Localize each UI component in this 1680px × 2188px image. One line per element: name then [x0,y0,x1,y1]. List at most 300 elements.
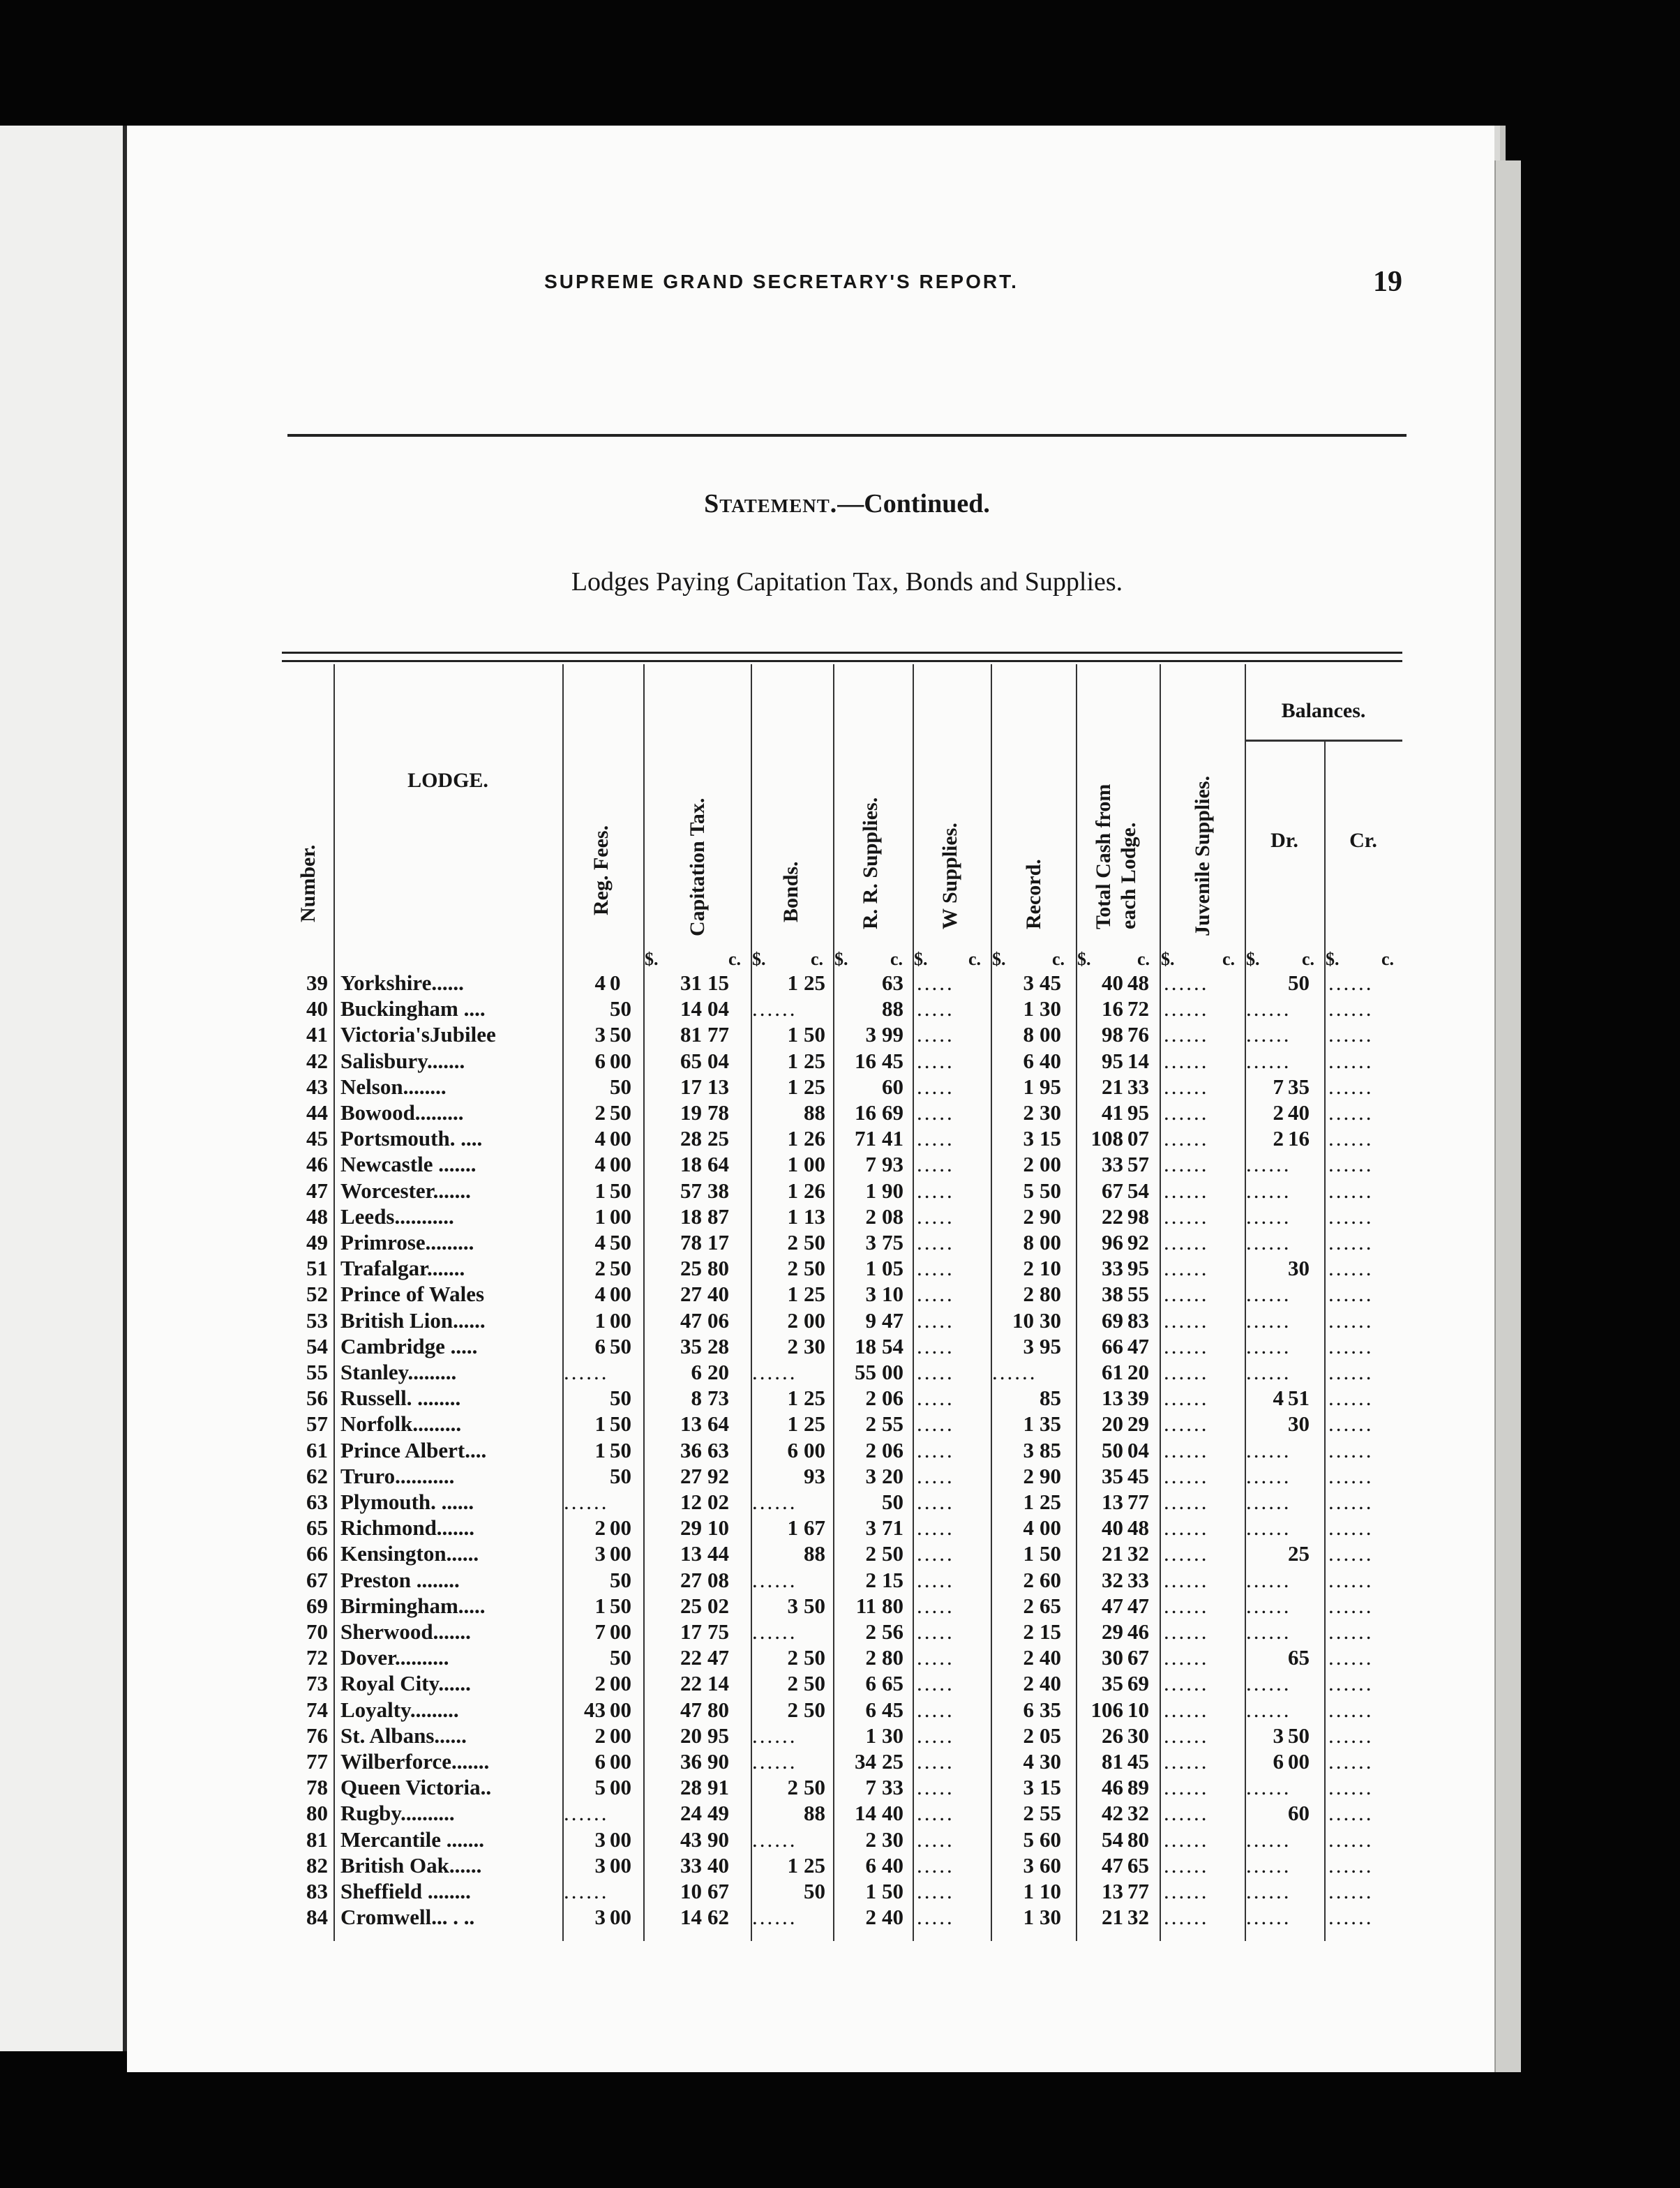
cap-dollars: 36 [680,1437,702,1462]
cap-cents: 80 [707,1697,729,1722]
tot-dollars: 47 [1102,1852,1123,1878]
rr-cents: 80 [882,1645,903,1670]
rr-dollars: 2 [865,1411,876,1437]
juvenile-blank: ...... [1164,1801,1209,1826]
tot-cents: 57 [1127,1152,1149,1177]
lodge-name: Wilberforce....... [340,1749,490,1774]
tot-cents: 67 [1127,1645,1149,1670]
lodge-number: 67 [306,1567,328,1592]
unit-dollar: $. [1161,949,1175,969]
rr-dollars: 6 [865,1671,876,1696]
reg-dollars: 1 [594,1307,606,1333]
w-supplies-blank: ..... [917,1801,954,1826]
rec-cents: 40 [1040,1048,1061,1073]
lodge-name: Newcastle ....... [340,1152,477,1177]
lodge-number: 43 [306,1074,328,1099]
cap-cents: 40 [707,1282,729,1307]
unit-cents: c. [1302,949,1315,969]
bonds-dollars: 1 [787,1022,798,1047]
cap-cents: 08 [707,1567,729,1592]
tot-dollars: 46 [1102,1775,1123,1800]
lodge-number: 40 [306,996,328,1021]
cap-dollars: 13 [680,1541,702,1566]
reg-cents: 50 [610,1074,631,1099]
cap-cents: 64 [707,1152,729,1177]
rec-cents: 80 [1040,1282,1061,1307]
table-row [282,1125,1402,1151]
table-row [282,1852,1402,1878]
table-row [282,1463,1402,1489]
bonds-dollars: 1 [787,1852,798,1878]
header-dr: Dr. [1270,829,1298,852]
rec-cents: 30 [1040,996,1061,1021]
lodge-name: Primrose......... [340,1230,474,1254]
lodge-name: Royal City...... [340,1671,471,1696]
reg-cents: 50 [610,1100,631,1125]
rr-dollars: 2 [865,1827,876,1852]
juvenile-blank: ...... [1164,1230,1209,1254]
cap-dollars: 35 [680,1333,702,1358]
reg-dollars [564,1463,606,1489]
w-supplies-blank: ..... [917,1852,954,1878]
bonds-blank: ...... [752,1827,797,1852]
table-row [282,1489,1402,1515]
page-number: 19 [1373,266,1402,298]
rec-cents: 30 [1040,1905,1061,1930]
juvenile-blank: ...... [1164,1671,1209,1696]
cap-cents: 44 [707,1541,729,1566]
table-row [282,1437,1402,1463]
juvenile-blank: ...... [1164,1567,1209,1592]
lodge-name: St. Albans...... [340,1723,467,1748]
cap-dollars: 36 [680,1749,702,1774]
lodge-number: 53 [306,1307,328,1333]
rec-cents: 45 [1040,971,1061,995]
table-row [282,1878,1402,1904]
rr-dollars: 14 [855,1801,876,1826]
reg-cents: 00 [610,1697,631,1722]
table-row [282,1359,1402,1385]
bonds-dollars: 2 [787,1256,798,1281]
table-row [282,1411,1402,1437]
juvenile-blank: ...... [1164,1126,1209,1151]
dr-cents: 60 [1288,1801,1310,1826]
w-supplies-blank: ..... [917,971,954,995]
bonds-blank: ...... [752,996,797,1021]
reg-cents: 00 [610,1126,631,1151]
bonds-cents: 13 [804,1204,825,1229]
reg-dollars [564,1567,606,1593]
reg-cents: 00 [610,1827,631,1852]
cr-blank: ...... [1328,1515,1374,1541]
dr-blank: ...... [1246,1515,1291,1541]
rr-dollars [834,1074,876,1100]
cap-cents: 64 [707,1411,729,1437]
rec-dollars: 2 [1023,1593,1034,1618]
lodge-number: 44 [306,1100,328,1125]
dr-cents: 65 [1288,1645,1310,1670]
lodge-name: British Oak...... [340,1852,482,1878]
dr-cents: 35 [1288,1074,1310,1099]
lodge-name: Victoria'sJubilee [340,1022,496,1047]
cap-dollars: 12 [680,1490,702,1514]
rr-dollars [834,996,876,1021]
rec-dollars: 2 [1023,1567,1034,1592]
cr-blank: ...... [1328,996,1374,1021]
rr-cents: 00 [882,1360,903,1384]
rr-dollars: 55 [855,1360,876,1384]
table-row [282,1567,1402,1593]
tot-cents: 39 [1127,1386,1149,1411]
cap-cents: 25 [707,1126,729,1151]
rec-dollars: 1 [1023,1074,1034,1099]
lodge-name: Salisbury....... [340,1048,465,1073]
cr-blank: ...... [1328,1074,1374,1099]
rec-dollars: 3 [1023,971,1034,995]
cap-dollars: 6 [691,1360,702,1384]
bonds-dollars: 2 [787,1333,798,1358]
dr-blank: ...... [1246,1437,1291,1462]
lodge-number: 47 [306,1178,328,1203]
lodge-number: 57 [306,1411,328,1437]
cr-blank: ...... [1328,1463,1374,1488]
tot-dollars: 95 [1102,1048,1123,1073]
w-supplies-blank: ..... [917,1619,954,1644]
cap-dollars: 22 [680,1671,702,1696]
tot-cents: 04 [1127,1437,1149,1462]
rr-dollars: 9 [865,1307,876,1333]
bonds-dollars [752,1878,798,1904]
lodge-number: 42 [306,1048,328,1073]
reg-cents: 00 [610,1905,631,1930]
w-supplies-blank: ..... [917,1723,954,1748]
rr-cents: 20 [882,1463,903,1488]
reg-cents: 50 [610,1411,631,1437]
dr-cents: 25 [1288,1541,1310,1566]
lodge-number: 62 [306,1463,328,1488]
tot-cents: 47 [1127,1593,1149,1618]
rr-dollars: 71 [855,1126,876,1151]
rec-cents: 95 [1040,1333,1061,1358]
rec-cents: 10 [1040,1879,1061,1903]
w-supplies-blank: ..... [917,1593,954,1618]
cr-blank: ...... [1328,971,1374,995]
rr-cents: 40 [882,1852,903,1878]
w-supplies-blank: ..... [917,1515,954,1541]
reg-dollars: 1 [594,1204,606,1229]
cr-blank: ...... [1328,1100,1374,1125]
table-row [282,1904,1402,1930]
dr-blank: ...... [1246,1852,1291,1878]
bonds-dollars: 1 [787,1126,798,1151]
lodge-number: 52 [306,1282,328,1307]
rr-dollars: 2 [865,1567,876,1592]
dr-dollars [1246,970,1284,996]
rr-dollars: 2 [865,1905,876,1930]
table-top-rule [282,652,1402,654]
reg-cents: 50 [610,1178,631,1203]
page-stack-edge [1494,160,1521,2072]
rr-cents: 63 [882,971,903,995]
tot-dollars: 61 [1102,1360,1123,1384]
lodge-name: Prince of Wales [340,1282,485,1307]
rr-cents: 88 [882,996,903,1021]
cr-blank: ...... [1328,1775,1374,1800]
rec-cents: 00 [1040,1022,1061,1047]
tot-cents: 48 [1127,1515,1149,1541]
rr-cents: 60 [882,1074,903,1099]
tot-cents: 72 [1127,996,1149,1021]
rr-cents: 75 [882,1230,903,1254]
reg-dollars: 1 [594,1593,606,1618]
reg-dollars: 43 [584,1697,606,1722]
tot-dollars: 108 [1090,1126,1123,1151]
header-rule [287,434,1407,437]
lodge-number: 49 [306,1230,328,1254]
dr-cents: 00 [1288,1749,1310,1774]
lodge-number: 69 [306,1593,328,1618]
juvenile-blank: ...... [1164,1048,1209,1073]
cr-blank: ...... [1328,1541,1374,1566]
tot-cents: 10 [1127,1697,1149,1722]
lodge-name: Worcester....... [340,1178,471,1203]
lodge-name: Sherwood....... [340,1619,471,1644]
tot-cents: 69 [1127,1671,1149,1696]
dr-blank: ...... [1246,1671,1291,1696]
reg-dollars: 5 [594,1775,606,1800]
rr-cents: 30 [882,1723,903,1748]
tot-cents: 29 [1127,1411,1149,1437]
dr-blank: ...... [1246,1360,1291,1384]
running-title: SUPREME GRAND SECRETARY'S REPORT. [544,271,1019,292]
tot-dollars: 16 [1102,996,1123,1021]
cr-blank: ...... [1328,1879,1374,1903]
lodge-number: 73 [306,1671,328,1696]
rec-cents: 60 [1040,1852,1061,1878]
rec-dollars: 2 [1023,1801,1034,1826]
bonds-blank: ...... [752,1360,797,1384]
rr-cents: 69 [882,1100,903,1125]
w-supplies-blank: ..... [917,1126,954,1151]
table-row [282,996,1402,1021]
w-supplies-blank: ..... [917,1048,954,1073]
rec-blank: ...... [992,1360,1037,1384]
bonds-dollars: 2 [787,1671,798,1696]
cap-cents: 67 [707,1879,729,1903]
w-supplies-blank: ..... [917,1178,954,1203]
rec-cents: 50 [1040,1541,1061,1566]
bonds-cents: 50 [804,1022,825,1047]
lodge-name: Truro........... [340,1463,455,1488]
table-row [282,1800,1402,1826]
dr-dollars [1246,1255,1284,1281]
bonds-blank: ...... [752,1905,797,1930]
rr-cents: 71 [882,1515,903,1541]
bonds-cents: 50 [804,1879,825,1903]
rr-dollars: 3 [865,1022,876,1047]
juvenile-blank: ...... [1164,1749,1209,1774]
rec-cents: 00 [1040,1515,1061,1541]
lodge-number: 82 [306,1852,328,1878]
rr-cents: 10 [882,1282,903,1307]
table-row [282,1021,1402,1047]
tot-dollars: 81 [1102,1749,1123,1774]
cr-blank: ...... [1328,1152,1374,1177]
w-supplies-blank: ..... [917,1775,954,1800]
table-top-rule-inner [282,660,1402,662]
bonds-blank: ...... [752,1723,797,1748]
cap-cents: 92 [707,1463,729,1488]
cap-cents: 78 [707,1100,729,1125]
w-supplies-blank: ..... [917,1697,954,1722]
cap-cents: 95 [707,1723,729,1748]
reg-dollars: 2 [594,1671,606,1696]
lodge-name: Richmond....... [340,1515,475,1541]
juvenile-blank: ...... [1164,1905,1209,1930]
unit-dollar: $. [752,949,766,969]
lodge-number: 77 [306,1749,328,1774]
unit-cents: c. [1381,949,1395,969]
bonds-cents: 26 [804,1178,825,1203]
rec-cents: 35 [1040,1411,1061,1437]
rr-dollars: 7 [865,1152,876,1177]
rec-dollars: 2 [1023,1619,1034,1644]
cap-dollars: 31 [680,971,702,995]
cr-blank: ...... [1328,1697,1374,1722]
reg-dollars: 2 [594,1515,606,1541]
rec-dollars: 2 [1023,1723,1034,1748]
reg-dollars: 3 [594,1905,606,1930]
rr-cents: 55 [882,1411,903,1437]
dr-blank: ...... [1246,1697,1291,1722]
cap-dollars: 14 [680,1905,702,1930]
bonds-cents: 88 [804,1801,825,1826]
unit-cents: c. [890,949,903,969]
cap-cents: 04 [707,1048,729,1073]
rec-dollars: 10 [1012,1307,1034,1333]
bonds-cents: 50 [804,1671,825,1696]
tot-cents: 55 [1127,1282,1149,1307]
tot-dollars: 47 [1102,1593,1123,1618]
tot-dollars: 50 [1102,1437,1123,1462]
rec-cents: 65 [1040,1593,1061,1618]
tot-cents: 46 [1127,1619,1149,1644]
bonds-blank: ...... [752,1619,797,1644]
header-balances: Balances. [1281,699,1366,722]
bonds-dollars [752,1100,798,1125]
reg-blank: ...... [564,1490,609,1514]
tot-cents: 54 [1127,1178,1149,1203]
bonds-dollars: 1 [787,1178,798,1203]
lodge-number: 83 [306,1879,328,1903]
w-supplies-blank: ..... [917,1204,954,1229]
facing-page-edge [0,126,127,2051]
bonds-cents: 50 [804,1775,825,1800]
rr-dollars: 7 [865,1775,876,1800]
w-supplies-blank: ..... [917,1230,954,1254]
cap-dollars: 18 [680,1204,702,1229]
tot-cents: 95 [1127,1256,1149,1281]
rec-cents: 00 [1040,1230,1061,1254]
rr-cents: 90 [882,1178,903,1203]
rec-cents: 85 [1040,1437,1061,1462]
reg-cents: 00 [610,1619,631,1644]
reg-blank: ...... [564,1360,609,1384]
w-supplies-blank: ..... [917,1333,954,1358]
tot-dollars: 22 [1102,1204,1123,1229]
cap-dollars: 14 [680,996,702,1021]
cap-cents: 63 [707,1437,729,1462]
juvenile-blank: ...... [1164,1593,1209,1618]
dr-blank: ...... [1246,1593,1291,1618]
lodge-name: Birmingham..... [340,1593,486,1618]
tot-cents: 77 [1127,1490,1149,1514]
reg-cents: 50 [610,1567,631,1592]
table-row [282,1774,1402,1800]
rec-dollars: 3 [1023,1126,1034,1151]
dr-blank: ...... [1246,1905,1291,1930]
dr-blank: ...... [1246,1567,1291,1592]
statement-title [287,488,1407,519]
rec-dollars: 4 [1023,1749,1034,1774]
cr-blank: ...... [1328,1204,1374,1229]
lodge-number: 45 [306,1126,328,1151]
dr-blank: ...... [1246,1152,1291,1177]
w-supplies-blank: ..... [917,1490,954,1514]
lodge-name: Trafalgar....... [340,1256,465,1281]
dr-blank: ...... [1246,1619,1291,1644]
rr-dollars: 3 [865,1282,876,1307]
rr-dollars: 2 [865,1437,876,1462]
tot-cents: 80 [1127,1827,1149,1852]
table-row [282,1074,1402,1100]
lodge-name: Dover.......... [340,1645,449,1670]
w-supplies-blank: ..... [917,996,954,1021]
tot-dollars: 38 [1102,1282,1123,1307]
bonds-cents: 50 [804,1230,825,1254]
juvenile-blank: ...... [1164,1879,1209,1903]
lodge-number: 51 [306,1256,328,1281]
w-supplies-blank: ..... [917,1905,954,1930]
rr-cents: 47 [882,1307,903,1333]
tot-dollars: 32 [1102,1567,1123,1592]
tot-cents: 32 [1127,1541,1149,1566]
bonds-dollars [752,1800,798,1826]
lodge-number: 84 [306,1905,328,1930]
rr-cents: 93 [882,1152,903,1177]
dr-dollars: 7 [1273,1074,1284,1099]
lodge-name: Stanley......... [340,1360,457,1384]
reg-dollars: 1 [594,1411,606,1437]
lodge-number: 70 [306,1619,328,1644]
rec-dollars: 1 [1023,1541,1034,1566]
cr-blank: ...... [1328,1307,1374,1333]
bonds-cents: 67 [804,1515,825,1541]
rec-dollars: 5 [1023,1178,1034,1203]
w-supplies-blank: ..... [917,1022,954,1047]
unit-cents: c. [811,949,824,969]
tot-dollars: 21 [1102,1905,1123,1930]
tot-dollars: 13 [1102,1490,1123,1514]
reg-dollars: 2 [594,1256,606,1281]
cap-cents: 40 [707,1852,729,1878]
reg-cents: 50 [610,1333,631,1358]
tot-cents: 65 [1127,1852,1149,1878]
unit-dollar: $. [1077,949,1091,969]
unit-dollar: $. [914,949,928,969]
cap-dollars: 27 [680,1567,702,1592]
reg-dollars: 6 [594,1048,606,1073]
